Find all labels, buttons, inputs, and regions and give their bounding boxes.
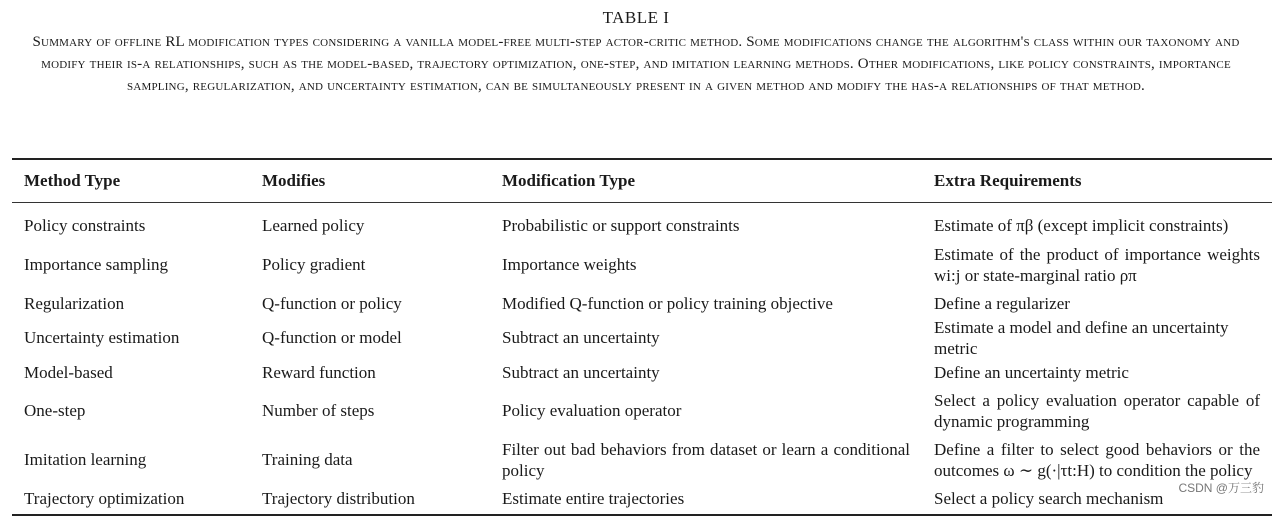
cell-type: Subtract an uncertainty <box>502 328 660 347</box>
cell-requirements: Define a filter to select good behaviors or the outcomes ω ∼ g(·|τt:H) to condition the policy <box>934 439 1260 480</box>
cell-type: Policy evaluation operator <box>502 401 682 420</box>
header-modification-type: Modification Type <box>490 160 922 203</box>
cell-modifies: Number of steps <box>262 401 375 420</box>
cell-requirements: Estimate of πβ (except implicit constraints) <box>934 215 1229 235</box>
cell-type: Probabilistic or support constraints <box>502 215 740 235</box>
table-row <box>12 359 1272 386</box>
cell-method: Regularization <box>24 294 125 313</box>
table-caption: Summary of offline RL modification types considering a vanilla model-free multi-step actor-critic method. Some modifications change the algorithm's class within our taxonomy and modify their is-a relationships, such as the model-based, trajectory optimization, one-step, and imitation learning methods. Other modifications, like policy constraints, importance sampling, regularization, and uncertainty estimation, can be simultaneously present in a given method and modify the has-a relationships of that method. <box>32 34 1240 94</box>
header-row <box>12 160 1272 203</box>
cell-modifies: Learned policy <box>262 215 365 235</box>
cell-modifies: Reward function <box>262 362 376 382</box>
cell-modifies: Trajectory distribution <box>262 489 415 508</box>
csdn-watermark: CSDN @万三豹 <box>1178 481 1264 495</box>
table-row <box>12 436 1272 484</box>
table-row <box>12 291 1272 317</box>
table-row <box>12 239 1272 291</box>
cell-method: Importance sampling <box>24 255 168 274</box>
cell-type: Importance weights <box>502 255 637 274</box>
cell-method: Model-based <box>24 362 113 382</box>
cell-method: Uncertainty estimation <box>24 328 180 347</box>
cell-requirements: Define a regularizer <box>934 294 1070 313</box>
cell-method: One-step <box>24 401 86 420</box>
cell-method: Imitation learning <box>24 450 147 469</box>
cell-modifies: Q-function or model <box>262 328 402 347</box>
header-extra-requirements: Extra Requirements <box>922 160 1272 203</box>
table-title: TABLE I <box>602 8 670 27</box>
table-row <box>12 386 1272 436</box>
cell-type: Subtract an uncertainty <box>502 362 660 382</box>
header-modifies: Modifies <box>250 160 490 203</box>
cell-requirements: Select a policy search mechanism <box>934 489 1164 508</box>
table-row <box>12 484 1272 514</box>
cell-modifies: Training data <box>262 450 353 469</box>
cell-requirements: Estimate a model and define an uncertainty metric <box>934 317 1229 358</box>
cell-modifies: Policy gradient <box>262 255 366 274</box>
cell-type: Modified Q-function or policy training objective <box>502 294 833 313</box>
summary-table <box>12 160 1272 514</box>
cell-method: Trajectory optimization <box>24 489 185 508</box>
cell-type: Filter out bad behaviors from dataset or learn a conditional policy <box>502 439 910 480</box>
table-row <box>12 317 1272 359</box>
cell-requirements: Select a policy evaluation operator capable of dynamic programming <box>934 390 1260 431</box>
cell-method: Policy constraints <box>24 215 146 235</box>
cell-requirements: Estimate of the product of importance weights wi:j or state-marginal ratio ρπ <box>934 244 1260 285</box>
cell-modifies: Q-function or policy <box>262 294 402 313</box>
summary-table-wrapper <box>12 158 1272 516</box>
table-row <box>12 203 1272 239</box>
header-method-type: Method Type <box>12 160 250 203</box>
cell-type: Estimate entire trajectories <box>502 489 685 508</box>
cell-requirements: Define an uncertainty metric <box>934 362 1129 382</box>
